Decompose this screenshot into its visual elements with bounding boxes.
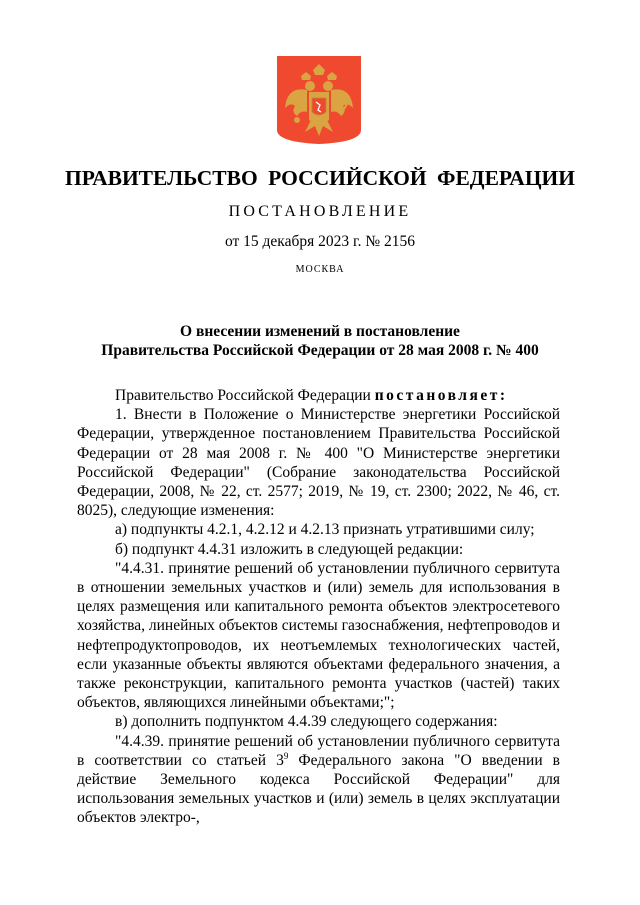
- document-date-number: от 15 декабря 2023 г. № 2156: [224, 233, 416, 250]
- document-body: [77, 386, 560, 828]
- document-title-line: О внесении изменений в постановление: [180, 323, 460, 340]
- russian-coat-of-arms-emblem: [277, 56, 361, 144]
- intro-text: Правительство Российской Федерации: [115, 387, 375, 404]
- quoted-text-4-4-31: "4.4.31. принятие решений об установлении публичного сервитута в отношении земельных участков и (или) земель для использования в целях размещения или капитального ремонта объектов электросетевого хозяйства, линейных объектов системы газоснабжения, нефтепроводов и нефтепродуктопроводов, их неотъемлемых технологических частей, если указанные объекты являются объектами федерального значения, а также реконструкции, капитального ремонта участков (частей) таких объектов, являющихся линейными объектами;";: [77, 559, 560, 712]
- quote-text-part: "4.4.39. принятие решений об установлении публичного сервитута в соответствии со статьей 3: [77, 732, 560, 769]
- document-title: [0, 322, 640, 360]
- subitem-v: в) дополнить подпунктом 4.4.39 следующего содержания:: [115, 713, 498, 731]
- document-city: МОСКВА: [295, 264, 345, 275]
- organization-name: ПРАВИТЕЛЬСТВО РОССИЙСКОЙ ФЕДЕРАЦИИ: [64, 166, 575, 190]
- intro-decree-word: постановляет:: [374, 387, 508, 404]
- subitem-a: а) подпункты 4.2.1, 4.2.12 и 4.2.13 признать утратившими силу;: [115, 521, 535, 539]
- quoted-text-4-4-39: [77, 732, 560, 828]
- quote-text-part: Федерального закона "О введении в действие Земельного кодекса Российской Федерации" для использования земельных участков и (или) земель в целях эксплуатации объектов электро-,: [77, 751, 560, 827]
- document-type: ПОСТАНОВЛЕНИЕ: [228, 203, 412, 220]
- paragraph-1: 1. Внести в Положение о Министерстве энергетики Российской Федерации, утвержденное постановлением Правительства Российской Федерации от 28 мая 2008 г. № 400 "О Министерстве энергетики Российской Федерации" (Собрание законодательства Российской Федерации, 2008, № 22, ст. 2577; 2019, № 19, ст. 2300; 2022, № 46, ст. 8025), следующие изменения:: [77, 406, 560, 520]
- subitem-b: б) подпункт 4.4.31 изложить в следующей редакции:: [115, 540, 464, 558]
- intro-paragraph: [77, 386, 560, 405]
- article-superscript: 9: [283, 750, 289, 761]
- document-title-line: Правительства Российской Федерации от 28 мая 2008 г. № 400: [101, 342, 539, 359]
